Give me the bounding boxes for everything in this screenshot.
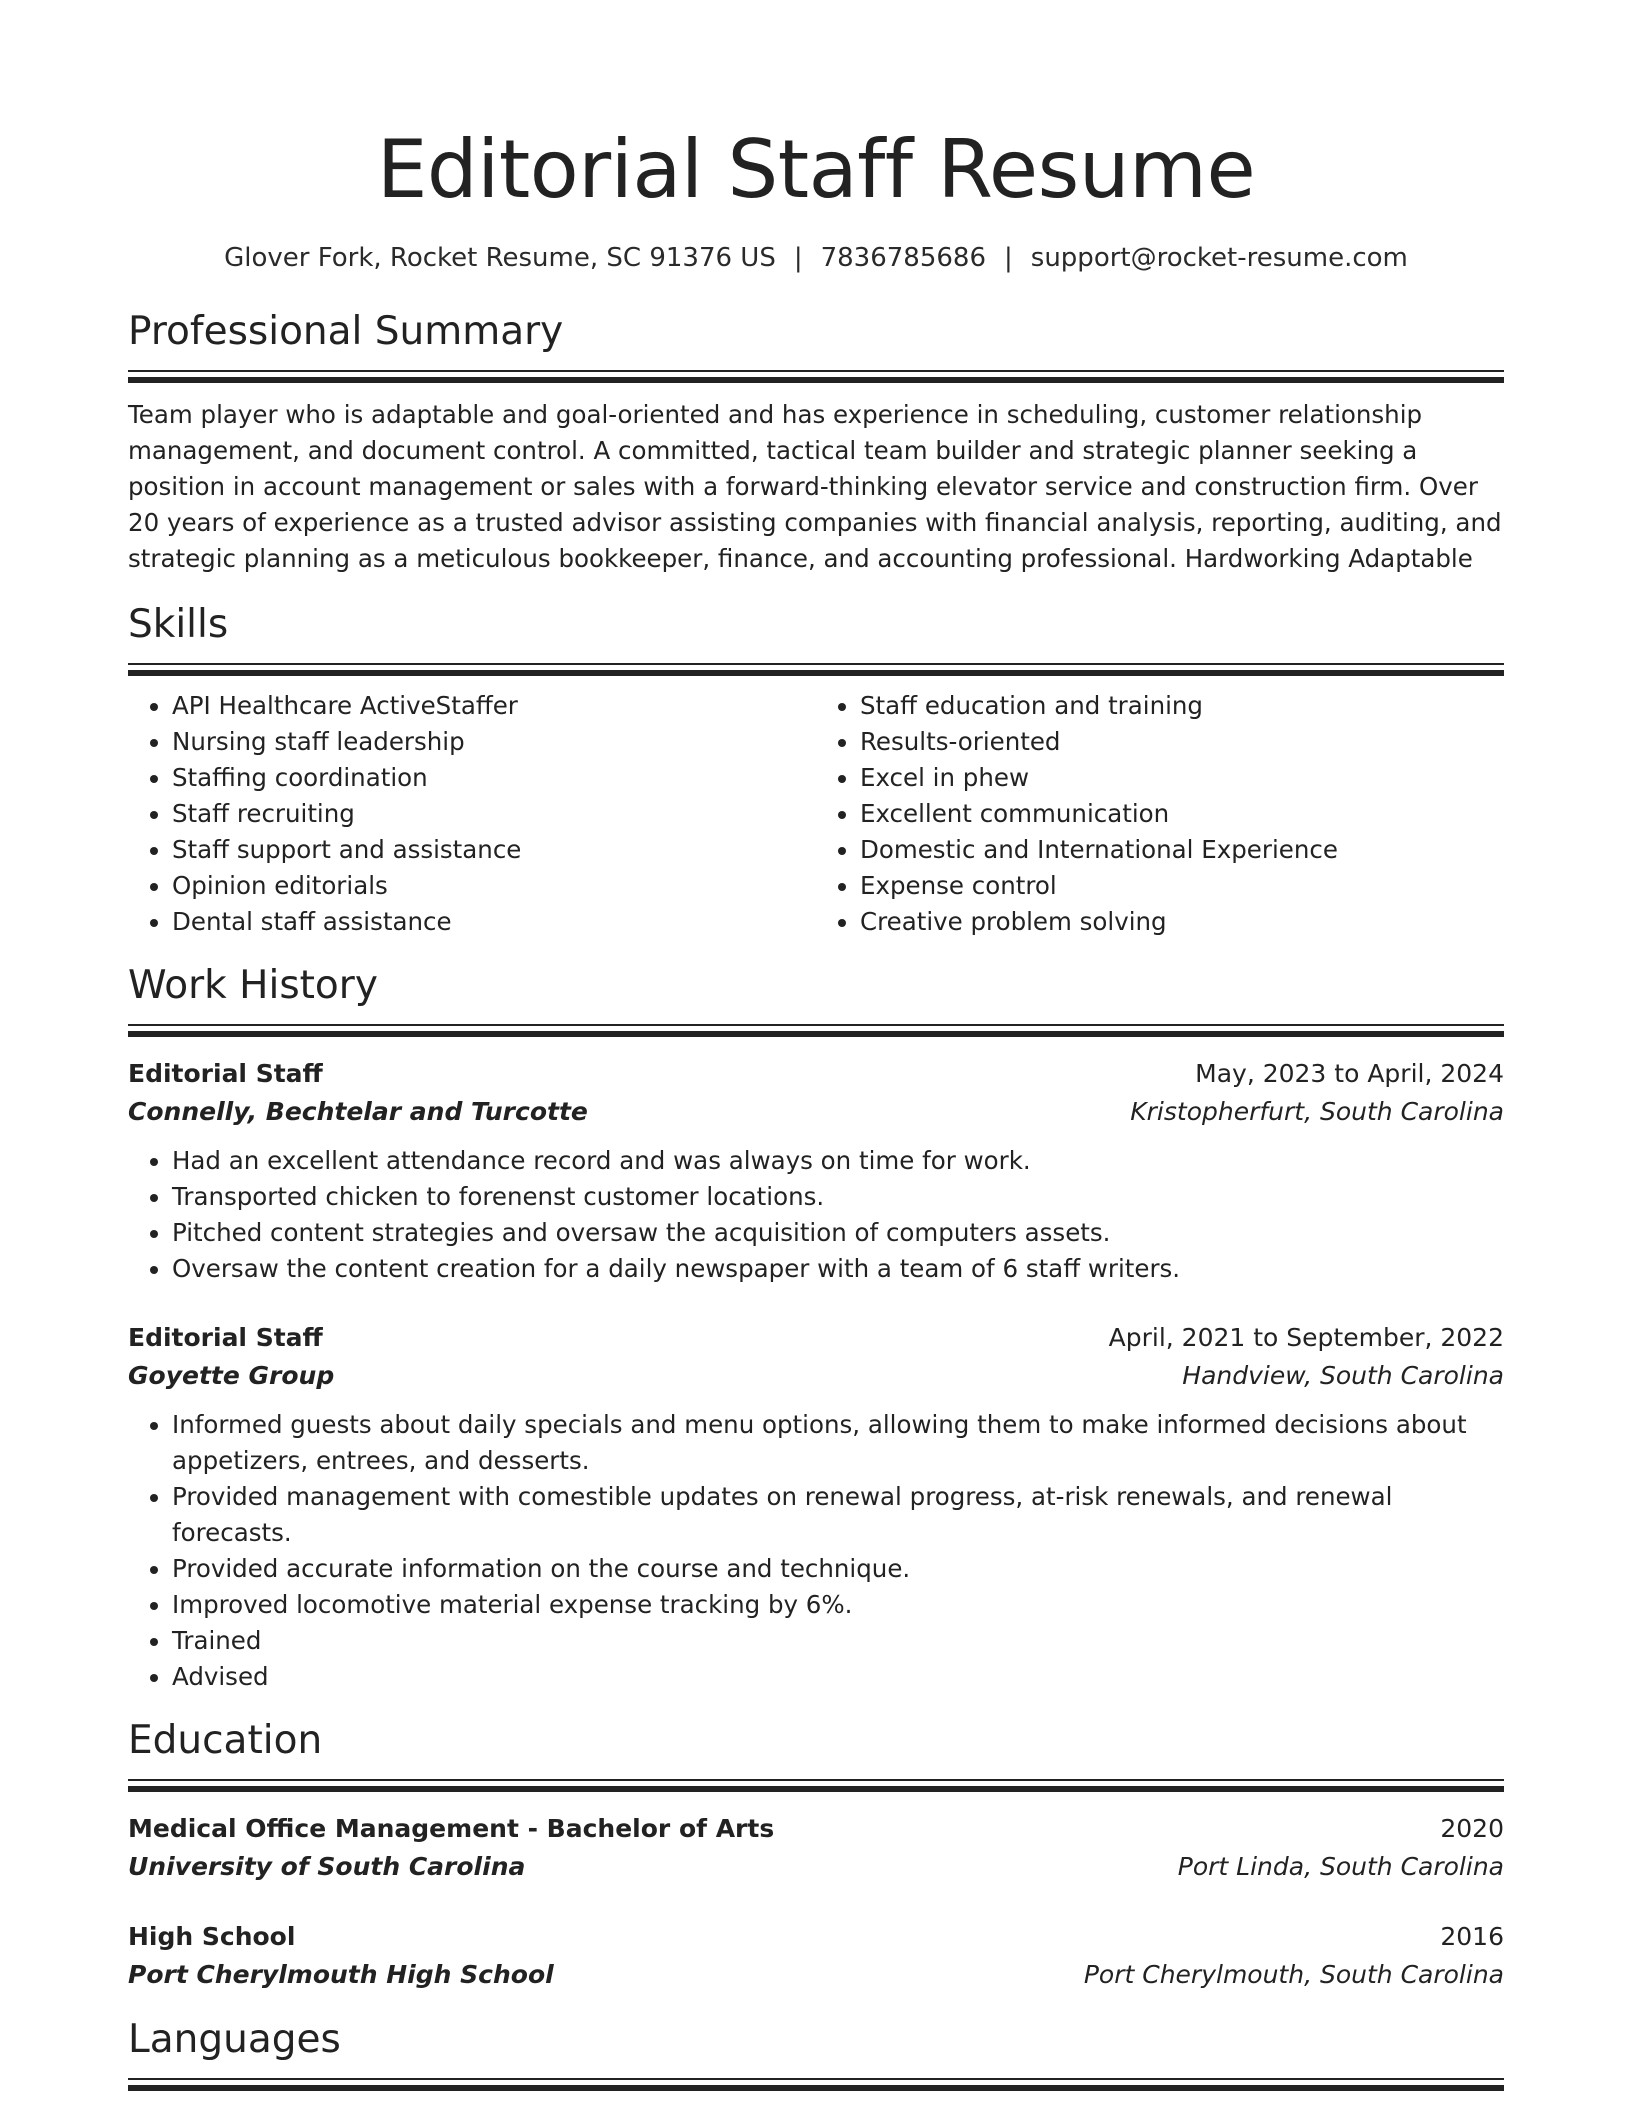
education-degree: Medical Office Management - Bachelor of Arts: [128, 1814, 775, 1843]
education-school: Port Cherylmouth High School: [128, 1960, 554, 1989]
skill-item: • Excellent communication: [860, 796, 1504, 832]
job-bullet: • Informed guests about daily specials and menu options, allowing them to make informed decisions about appetizers, entrees, and desserts.: [172, 1407, 1504, 1479]
skill-item: • Expense control: [860, 868, 1504, 904]
summary-text: Team player who is adaptable and goal-oriented and has experience in scheduling, customer relationship management, and document control. A committed, tactical team builder and strategic planner seeking a position in account management or sales with a forward-thinking elevator service and construction firm. Over 20 years of experience as a trusted advisor assisting companies with financial analysis, reporting, auditing, and strategic planning as a meticulous bookkeeper, finance, and accounting professional. Hardworking Adaptable: [128, 400, 1502, 573]
education-school-row: [128, 1848, 1504, 1886]
job-company: Connelly, Bechtelar and Turcotte: [128, 1097, 588, 1126]
contact-separator: |: [1004, 243, 1013, 273]
job-entry: [128, 1319, 1504, 1695]
skill-item: • Results-oriented: [860, 724, 1504, 760]
contact-line: [128, 240, 1504, 276]
education-section: [128, 1717, 1504, 1994]
skills-columns: [128, 688, 1504, 940]
contact-separator: |: [793, 243, 803, 273]
job-bullet: • Transported chicken to forenenst customer locations.: [172, 1179, 1504, 1215]
education-location: Port Linda, South Carolina: [1177, 1852, 1504, 1881]
job-header-row: [128, 1319, 1504, 1357]
skill-item: • Staff education and training: [860, 688, 1504, 724]
job-bullet: • Oversaw the content creation for a daily newspaper with a team of 6 staff writers.: [172, 1251, 1504, 1287]
job-location: Handview, South Carolina: [1182, 1361, 1504, 1390]
job-company-row: [128, 1093, 1504, 1131]
job-bullet: • Had an excellent attendance record and was always on time for work.: [172, 1143, 1504, 1179]
section-divider: [128, 1024, 1504, 1037]
job-bullet: • Provided management with comestible updates on renewal progress, at-risk renewals, and renewal forecasts.: [172, 1479, 1504, 1551]
education-header-row: [128, 1918, 1504, 1956]
skills-section: [128, 601, 1504, 940]
contact-email: support@rocket-resume.com: [1030, 243, 1408, 273]
job-company-row: [128, 1357, 1504, 1395]
skill-item: • Creative problem solving: [860, 904, 1504, 940]
education-degree: High School: [128, 1922, 296, 1951]
skill-item: • Nursing staff leadership: [172, 724, 816, 760]
job-dates: May, 2023 to April, 2024: [1195, 1059, 1504, 1088]
skill-item: • Staff recruiting: [172, 796, 816, 832]
skill-item: • Domestic and International Experience: [860, 832, 1504, 868]
skills-list-left: [128, 688, 816, 940]
work-section: [128, 962, 1504, 1695]
job-bullet: • Improved locomotive material expense tracking by 6%.: [172, 1587, 1504, 1623]
education-entry: [128, 1810, 1504, 1886]
skill-item: • Excel in phew: [860, 760, 1504, 796]
skill-item: • API Healthcare ActiveStaffer: [172, 688, 816, 724]
job-bullets: [128, 1143, 1504, 1287]
section-divider: [128, 370, 1504, 383]
skills-list-right: [816, 688, 1504, 940]
job-bullet: • Advised: [172, 1659, 1504, 1695]
languages-section: [128, 2016, 1504, 2091]
job-dates: April, 2021 to September, 2022: [1108, 1323, 1504, 1352]
job-location: Kristopherfurt, South Carolina: [1130, 1097, 1504, 1126]
education-header-row: [128, 1810, 1504, 1848]
job-bullet: • Trained: [172, 1623, 1504, 1659]
section-title-work: Work History: [128, 963, 378, 1008]
education-school: University of South Carolina: [128, 1852, 526, 1881]
skill-item: • Opinion editorials: [172, 868, 816, 904]
section-title-skills: Skills: [128, 602, 229, 647]
section-title-languages: Languages: [128, 2017, 341, 2062]
education-year: 2016: [1440, 1922, 1504, 1951]
summary-section: [128, 308, 1504, 577]
education-school-row: [128, 1956, 1504, 1994]
contact-phone: 7836785686: [820, 243, 987, 273]
job-bullet: • Provided accurate information on the course and technique.: [172, 1551, 1504, 1587]
contact-address: Glover Fork, Rocket Resume, SC 91376 US: [224, 243, 776, 273]
job-bullets: [128, 1407, 1504, 1695]
section-title-summary: Professional Summary: [128, 309, 564, 354]
skill-item: • Staffing coordination: [172, 760, 816, 796]
skills-column-right: [816, 688, 1504, 940]
job-bullet: • Pitched content strategies and oversaw the acquisition of computers assets.: [172, 1215, 1504, 1251]
education-year: 2020: [1440, 1814, 1504, 1843]
section-divider: [128, 1779, 1504, 1792]
job-company: Goyette Group: [128, 1361, 335, 1390]
skill-item: • Dental staff assistance: [172, 904, 816, 940]
job-header-row: [128, 1055, 1504, 1093]
resume-name: Editorial Staff Resume: [376, 123, 1256, 216]
education-location: Port Cherylmouth, South Carolina: [1083, 1960, 1504, 1989]
skill-item: • Staff support and assistance: [172, 832, 816, 868]
section-divider: [128, 2078, 1504, 2091]
section-title-education: Education: [128, 1718, 323, 1763]
section-divider: [128, 663, 1504, 676]
skills-column-left: [128, 688, 816, 940]
job-entry: [128, 1055, 1504, 1287]
job-title: Editorial Staff: [128, 1059, 323, 1088]
job-title: Editorial Staff: [128, 1323, 323, 1352]
education-entry: [128, 1918, 1504, 1994]
